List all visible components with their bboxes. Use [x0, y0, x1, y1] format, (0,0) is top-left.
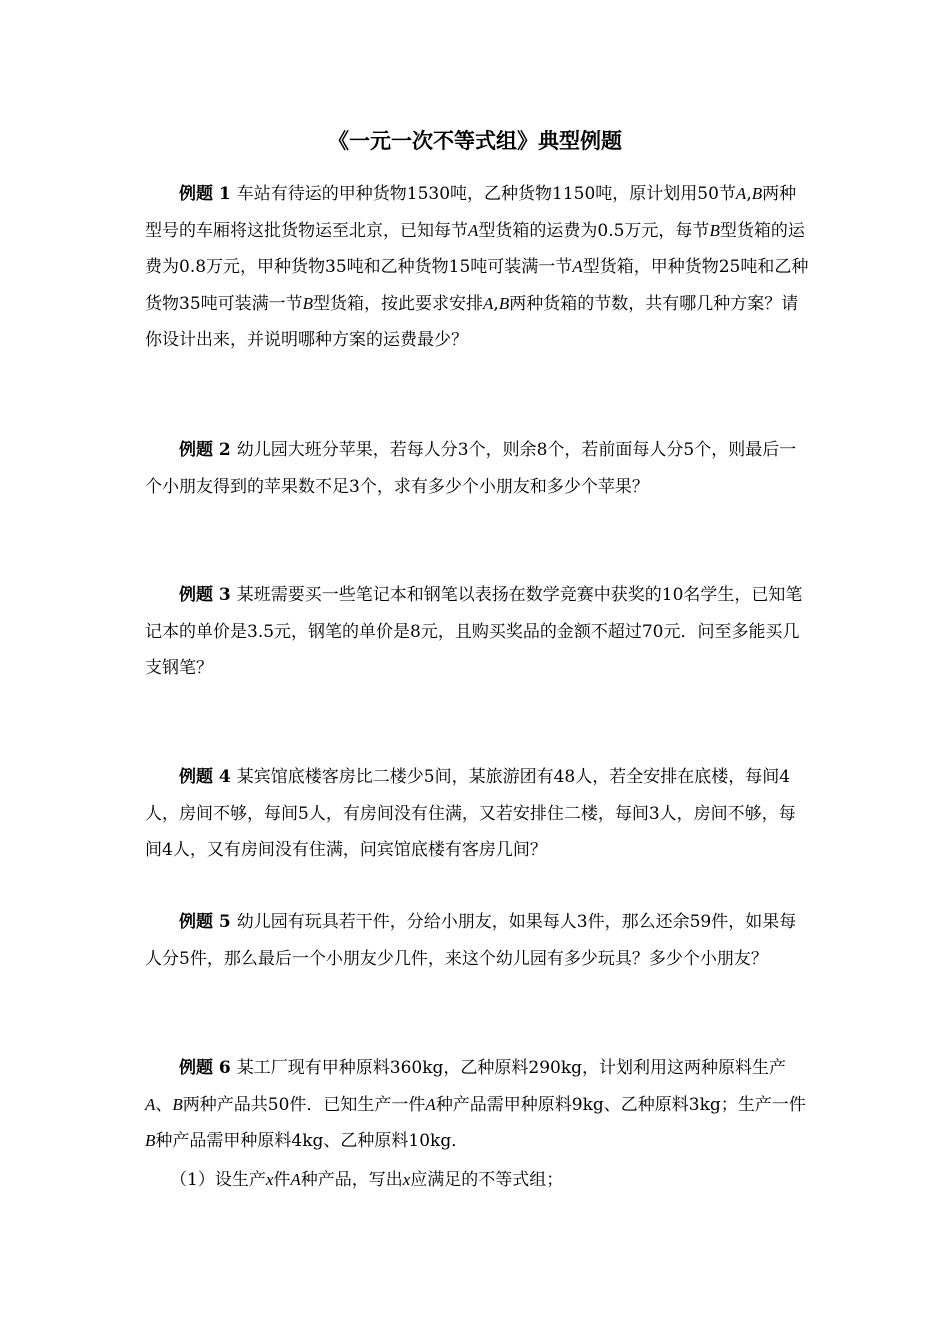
- example-3-label: 例题 3: [179, 585, 231, 605]
- example-6-question-1: （1）设生产x件A种产品，写出x应满足的不等式组；: [170, 1170, 564, 1190]
- example-4-label: 例题 4: [179, 767, 231, 787]
- example-5-text: 幼儿园有玩具若干件，分给小朋友，如果每人3件，那么还余59件，如果每人分5件，那么最后一个小朋友少几件，来这个幼儿园有多少玩具？多少个小朋友？: [145, 912, 797, 969]
- page-title: 《一元一次不等式组》典型例题: [328, 128, 622, 153]
- example-3-text: 某班需要买一些笔记本和钢笔以表扬在数学竞赛中获奖的10名学生，已知笔记本的单价是3.5元，钢笔的单价是8元，且购买奖品的金额不超过70元．问至多能买几支钢笔？: [145, 585, 803, 678]
- example-1: 例题 1 车站有待运的甲种货物1530吨，乙种货物1150吨，原计划用50节A,B两种型号的车厢将这批货物运至北京，已知每节A型货箱的运费为0.5万元，每节B型货箱的运费为0.8万元，甲种货物35吨和乙种货物15吨可装满一节A型货箱，甲种货物25吨和乙种货物35吨可装满一节B型货箱，按此要求安排A,B两种货箱的节数，共有哪几种方案？请你设计出来，并说明哪种方案的运费最少？: [145, 184, 809, 350]
- example-5: [145, 904, 809, 977]
- example-2-label: 例题 2: [179, 440, 231, 460]
- example-4-text: 某宾馆底楼客房比二楼少5间，某旅游团有48人，若全安排在底楼，每间4人，房间不够，每间5人，有房间没有住满，又若安排住二楼，每间3人，房间不够，每间4人，又有房间没有住满，问宾馆底楼有客房几间？: [145, 767, 796, 860]
- example-1-label: 例题 1: [179, 184, 231, 204]
- example-2-text: 幼儿园大班分苹果，若每人分3个，则余8个，若前面每人分5个，则最后一个小朋友得到的苹果数不足3个，求有多少个小朋友和多少个苹果？: [145, 440, 797, 497]
- example-5-label: 例题 5: [179, 912, 231, 932]
- example-6-label: 例题 6: [179, 1058, 231, 1078]
- example-3: [145, 577, 809, 687]
- example-4: [145, 759, 809, 869]
- example-6: 例题 6 某工厂现有甲种原料360kg，乙种原料290kg，计划利用这两种原料生产A、B两种产品共50件．已知生产一件A种产品需甲种原料9kg、乙种原料3kg；生产一件B种产品需甲种原料4kg、乙种原料10kg．: [145, 1058, 806, 1151]
- example-2: [145, 432, 809, 505]
